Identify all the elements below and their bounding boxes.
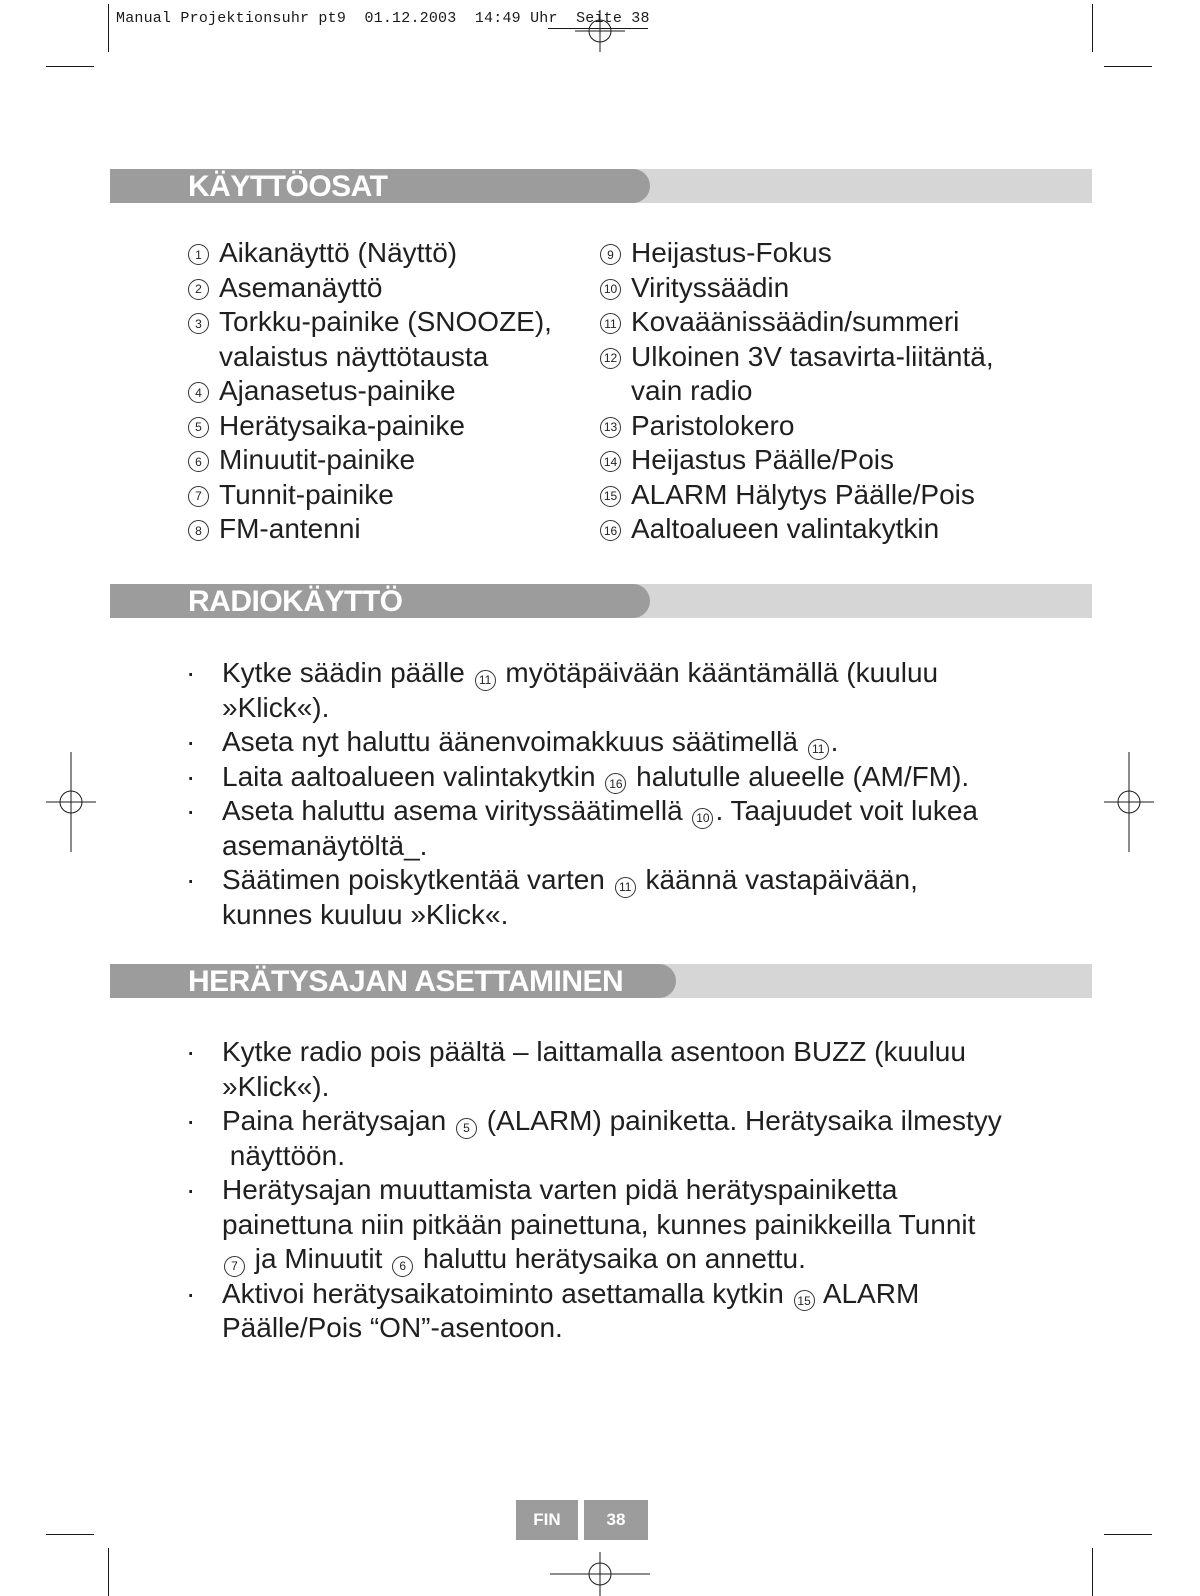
alarm-instructions [186, 1035, 1086, 1346]
list-item: 2 Asemanäyttö [188, 271, 578, 306]
list-item: 15 ALARM Hälytys Päälle/Pois [600, 478, 1080, 513]
list-item: 11 Kovaäänissäädin/summeri [600, 305, 1080, 340]
crop-mark-tr-h [1104, 66, 1152, 67]
list-item: 5 Herätysaika-painike [188, 409, 578, 444]
list-item: · Herätysajan muuttamista varten pidä herätyspainiketta painettuna niin pitkään painettuna, kunnes painikkeilla Tunnit 7 ja Minuutit 6 haluttu herätysaika on annettu. [186, 1173, 1086, 1277]
list-item: 4 Ajanasetus-painike [188, 374, 578, 409]
list-item: 10 Virityssäädin [600, 271, 1080, 306]
parts-list-right [600, 236, 1080, 547]
section-title-radio: RADIOKÄYTTÖ [188, 585, 403, 618]
print-slug: Manual Projektionsuhr pt9 01.12.2003 14:49 Uhr Seite 38 [116, 10, 650, 27]
list-item: · Aseta nyt haluttu äänenvoimakkuus säätimellä 11 . [186, 725, 1086, 760]
list-item: 6 Minuutit-painike [188, 443, 578, 478]
footer-language-tab: FIN [516, 1500, 578, 1540]
footer-page-number: 38 [584, 1500, 648, 1540]
registration-mark-left [46, 752, 96, 852]
section-header-alarm [110, 964, 1092, 998]
list-item: 9 Heijastus-Fokus [600, 236, 1080, 271]
list-item: · Aktivoi herätysaikatoiminto asettamalla kytkin 15 ALARM Päälle/Pois “ON”-asentoon. [186, 1277, 920, 1343]
crop-mark-bl-h [46, 1534, 94, 1535]
radio-instructions [186, 656, 1086, 932]
list-item: 13 Paristolokero [600, 409, 1080, 444]
list-item: 8 FM-antenni [188, 512, 578, 547]
section-header-parts [110, 169, 1092, 203]
list-item: · Aseta haluttu asema virityssäätimellä 10 . Taajuudet voit lukea asemanäytöltä_. [186, 795, 978, 861]
parts-list-left [188, 236, 578, 547]
list-item: 3 Torkku-painike (SNOOZE), valaistus näyttötausta [188, 305, 578, 374]
list-item: · Paina herätysajan 5 (ALARM) painiketta. Herätysaika ilmestyy näyttöön. [186, 1105, 1002, 1171]
list-item: 7 Tunnit-painike [188, 478, 578, 513]
list-item: · Säätimen poiskytkentää varten 11 käännä vastapäivään, kunnes kuuluu »Klick«. [186, 864, 918, 930]
crop-mark-tl-v [108, 4, 109, 52]
crop-mark-tl-h [46, 66, 94, 67]
list-item: 14 Heijastus Päälle/Pois [600, 443, 1080, 478]
section-title-alarm: HERÄTYSAJAN ASETTAMINEN [188, 965, 624, 998]
list-item: 12 Ulkoinen 3V tasavirta-liitäntä, vain radio [600, 340, 1080, 409]
list-item: · Laita aaltoalueen valintakytkin 16 halutulle alueelle (AM/FM). [186, 760, 1086, 795]
list-item: · Kytke radio pois päältä – laittamalla asentoon BUZZ (kuuluu »Klick«). [186, 1036, 966, 1102]
crop-mark-bl-v [108, 1548, 109, 1596]
registration-mark-bottom [550, 1552, 650, 1596]
crop-mark-br-h [1104, 1534, 1152, 1535]
list-item: · Kytke säädin päälle 11 myötäpäivään kääntämällä (kuuluu »Klick«). [186, 657, 939, 723]
list-item: 16 Aaltoalueen valintakytkin [600, 512, 1080, 547]
registration-mark-top [575, 10, 625, 52]
list-item: 1 Aikanäyttö (Näyttö) [188, 236, 578, 271]
section-title-parts: KÄYTTÖOSAT [188, 170, 388, 203]
crop-mark-br-v [1092, 1548, 1093, 1596]
crop-mark-tr-v [1092, 4, 1093, 52]
section-header-radio [110, 584, 1092, 618]
registration-mark-right [1104, 752, 1154, 852]
